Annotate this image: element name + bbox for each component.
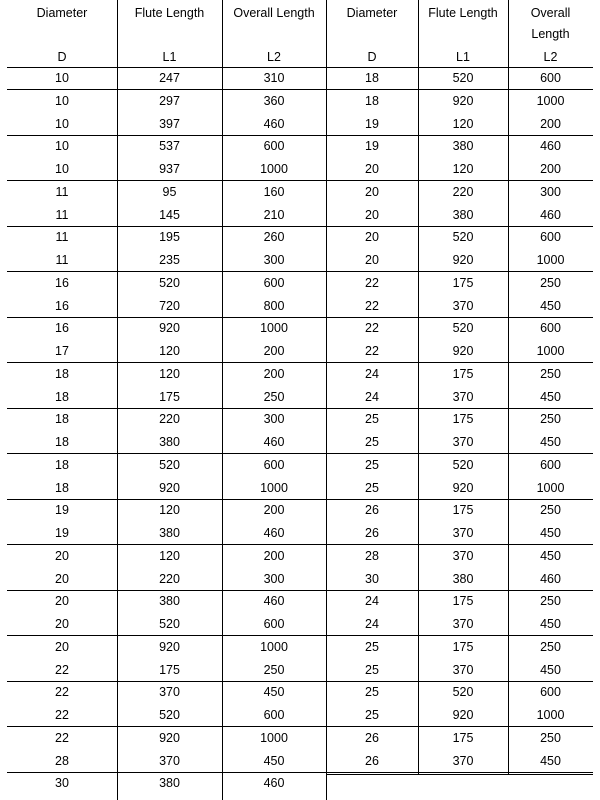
left-overall-length-cell: 250 [263,662,285,677]
right-diameter-cell: 25 [365,480,379,495]
left-flute-length-cell: 537 [159,139,180,154]
left-flute-length-cell: 380 [159,526,180,540]
left-flute-length-cell: 370 [159,685,180,700]
left-diameter-cell: 10 [55,139,69,154]
left-diameter-cell: 16 [55,321,69,336]
left-diameter-cell: 20 [55,617,69,631]
left-diameter-cell: 18 [55,366,69,381]
right-header-symbol-l2: L2 [543,50,558,64]
left-diameter-cell: 16 [55,275,69,290]
left-diameter-cell: 20 [55,594,69,609]
right-overall-length-cell: 1000 [536,253,565,267]
right-diameter-cell: 25 [365,412,379,427]
right-header-length: Length [531,27,570,41]
left-diameter-cell: 18 [55,457,69,472]
right-overall-length-cell: 460 [540,139,561,154]
right-flute-length-cell: 370 [452,753,474,768]
right-header-overall: Overall [530,6,571,20]
right-overall-length-cell: 600 [540,230,561,245]
left-flute-length-cell: 520 [159,275,180,290]
right-flute-length-cell: 175 [452,275,474,290]
left-diameter-cell: 11 [55,207,69,222]
right-diameter-cell: 22 [365,321,379,336]
left-overall-length-cell: 300 [263,571,285,586]
left-diameter-cell: 20 [55,639,69,654]
right-diameter-cell: 22 [365,298,379,313]
left-diameter-cell: 11 [55,230,69,245]
right-overall-length-cell: 450 [540,617,561,631]
right-diameter-cell: 25 [365,435,379,449]
right-diameter-cell: 26 [365,753,379,768]
left-flute-length-cell: 520 [159,617,180,631]
left-flute-length-cell: 175 [159,662,180,677]
right-overall-length-cell: 250 [540,594,561,609]
right-diameter-cell: 26 [365,526,379,540]
right-flute-length-cell: 370 [452,389,474,404]
right-diameter-cell: 22 [365,344,379,358]
right-flute-length-cell: 175 [452,412,474,427]
right-diameter-cell: 18 [365,93,379,108]
left-header-symbol-d: D [57,50,67,64]
right-flute-length-cell: 370 [452,548,474,563]
left-overall-length-cell: 460 [263,526,285,540]
left-flute-length-cell: 220 [159,571,180,586]
right-overall-length-cell: 300 [540,184,561,199]
right-flute-length-cell: 920 [452,480,474,495]
right-flute-length-cell: 920 [452,708,474,722]
left-diameter-cell: 19 [55,526,69,540]
left-diameter-cell: 10 [55,162,69,176]
right-overall-length-cell: 1000 [536,480,565,495]
right-flute-length-cell: 520 [452,230,474,245]
left-overall-length-cell: 300 [263,412,285,427]
right-overall-length-cell: 200 [540,162,561,176]
left-flute-length-cell: 920 [159,730,180,745]
right-header-symbol-l1: L1 [456,50,470,64]
left-flute-length-cell: 720 [159,298,180,313]
right-flute-length-cell: 120 [452,116,474,131]
right-flute-length-cell: 920 [452,253,474,267]
right-flute-length-cell: 175 [452,503,474,518]
left-diameter-cell: 16 [55,298,69,313]
left-flute-length-cell: 380 [159,435,180,449]
left-flute-length-cell: 235 [159,253,180,267]
right-diameter-cell: 19 [365,116,379,131]
left-diameter-cell: 22 [55,685,69,700]
left-overall-length-cell: 600 [263,457,285,472]
right-overall-length-cell: 250 [540,503,561,518]
right-diameter-cell: 18 [365,71,379,85]
right-overall-length-cell: 1000 [536,344,565,358]
left-diameter-cell: 20 [55,548,69,563]
left-flute-length-cell: 120 [159,344,180,358]
right-flute-length-cell: 380 [452,139,474,154]
left-flute-length-cell: 95 [162,184,177,199]
right-diameter-cell: 26 [365,503,379,518]
right-diameter-cell: 24 [365,366,379,381]
right-overall-length-cell: 250 [540,275,561,290]
left-overall-length-cell: 200 [263,344,285,358]
left-diameter-cell: 18 [55,435,69,449]
left-flute-length-cell: 145 [159,207,180,222]
right-overall-length-cell: 450 [540,753,561,768]
left-flute-length-cell: 120 [159,548,180,563]
right-overall-length-cell: 250 [540,730,561,745]
left-flute-length-cell: 520 [159,708,180,722]
left-header-flute-length: Flute Length [134,6,205,20]
right-diameter-cell: 28 [365,548,379,563]
left-overall-length-cell: 160 [263,184,285,199]
left-header-overall-length: Overall Length [233,6,315,20]
right-flute-length-cell: 520 [452,457,474,472]
left-flute-length-cell: 920 [159,321,180,336]
right-flute-length-cell: 370 [452,662,474,677]
right-diameter-cell: 22 [365,275,379,290]
right-overall-length-cell: 460 [540,571,561,586]
right-flute-length-cell: 370 [452,526,474,540]
left-overall-length-cell: 1000 [260,639,288,654]
left-diameter-cell: 22 [55,730,69,745]
right-diameter-cell: 20 [365,162,379,176]
left-flute-length-cell: 297 [159,93,180,108]
left-flute-length-cell: 397 [159,116,180,131]
left-overall-length-cell: 1000 [260,480,288,495]
right-diameter-cell: 30 [365,571,379,586]
left-diameter-cell: 10 [55,71,69,85]
left-diameter-cell: 18 [55,480,69,495]
right-flute-length-cell: 920 [452,93,474,108]
right-overall-length-cell: 450 [540,526,561,540]
right-flute-length-cell: 175 [452,730,474,745]
right-flute-length-cell: 370 [452,617,474,631]
left-diameter-cell: 18 [55,389,69,404]
right-flute-length-cell: 370 [452,298,474,313]
right-flute-length-cell: 120 [452,162,474,176]
left-flute-length-cell: 175 [159,389,180,404]
left-diameter-cell: 17 [55,344,69,358]
left-flute-length-cell: 380 [159,594,180,609]
right-overall-length-cell: 450 [540,662,561,677]
right-overall-length-cell: 450 [540,435,561,449]
left-overall-length-cell: 210 [263,207,285,222]
right-overall-length-cell: 450 [540,298,561,313]
left-diameter-cell: 19 [55,503,69,518]
left-flute-length-cell: 247 [159,71,180,85]
right-flute-length-cell: 175 [452,639,474,654]
left-flute-length-cell: 370 [159,753,180,768]
right-flute-length-cell: 175 [452,366,474,381]
right-overall-length-cell: 1000 [536,708,565,722]
right-overall-length-cell: 450 [540,548,561,563]
left-diameter-cell: 20 [55,571,69,586]
left-diameter-cell: 22 [55,662,69,677]
right-header-symbol-d: D [367,50,377,64]
left-diameter-cell: 11 [55,253,69,267]
right-flute-length-cell: 520 [452,321,474,336]
right-diameter-cell: 25 [365,457,379,472]
left-overall-length-cell: 600 [263,617,285,631]
left-overall-length-cell: 360 [263,93,285,108]
right-overall-length-cell: 1000 [536,93,565,108]
right-diameter-cell: 24 [365,617,379,631]
right-diameter-cell: 25 [365,708,379,722]
right-diameter-cell: 24 [365,389,379,404]
right-header-diameter: Diameter [346,6,398,20]
left-diameter-cell: 11 [55,184,69,199]
right-diameter-cell: 24 [365,594,379,609]
left-overall-length-cell: 600 [263,275,285,290]
left-flute-length-cell: 520 [159,457,180,472]
left-flute-length-cell: 120 [159,503,180,518]
left-header-diameter: Diameter [36,6,88,20]
right-flute-length-cell: 920 [452,344,474,358]
left-overall-length-cell: 460 [263,776,285,791]
right-flute-length-cell: 370 [452,435,474,449]
right-header-flute-length: Flute Length [428,6,498,20]
left-flute-length-cell: 920 [159,639,180,654]
left-overall-length-cell: 450 [263,685,285,700]
right-flute-length-cell: 380 [452,207,474,222]
left-flute-length-cell: 195 [159,230,180,245]
left-overall-length-cell: 250 [263,389,285,404]
left-flute-length-cell: 380 [159,776,180,791]
left-overall-length-cell: 310 [263,71,285,85]
right-overall-length-cell: 600 [540,685,561,700]
left-flute-length-cell: 120 [159,366,180,381]
left-overall-length-cell: 800 [263,298,285,313]
right-diameter-cell: 25 [365,662,379,677]
right-diameter-cell: 25 [365,685,379,700]
right-overall-length-cell: 200 [540,116,561,131]
left-header-symbol-l1: L1 [162,50,177,64]
left-diameter-cell: 10 [55,116,69,131]
left-overall-length-cell: 200 [263,503,285,518]
left-diameter-cell: 10 [55,93,69,108]
left-overall-length-cell: 460 [263,435,285,449]
row-divider [326,774,593,775]
left-overall-length-cell: 460 [263,116,285,131]
left-diameter-cell: 28 [55,753,69,768]
left-overall-length-cell: 600 [263,139,285,154]
left-flute-length-cell: 920 [159,480,180,495]
left-overall-length-cell: 200 [263,548,285,563]
right-overall-length-cell: 600 [540,71,561,85]
left-header-symbol-l2: L2 [267,50,281,64]
right-flute-length-cell: 220 [452,184,474,199]
right-overall-length-cell: 250 [540,366,561,381]
right-flute-length-cell: 380 [452,571,474,586]
left-diameter-cell: 18 [55,412,69,427]
left-overall-length-cell: 300 [263,253,285,267]
left-flute-length-cell: 220 [159,412,180,427]
row-divider [326,772,593,773]
left-overall-length-cell: 1000 [260,321,288,336]
right-diameter-cell: 20 [365,207,379,222]
left-overall-length-cell: 450 [263,753,285,768]
left-diameter-cell: 22 [55,708,69,722]
right-flute-length-cell: 520 [452,685,474,700]
right-diameter-cell: 19 [365,139,379,154]
right-flute-length-cell: 175 [452,594,474,609]
left-overall-length-cell: 1000 [260,730,288,745]
right-flute-length-cell: 520 [452,71,474,85]
right-diameter-cell: 20 [365,230,379,245]
left-overall-length-cell: 1000 [260,162,288,176]
right-diameter-cell: 20 [365,253,379,267]
right-overall-length-cell: 250 [540,412,561,427]
right-overall-length-cell: 250 [540,639,561,654]
left-overall-length-cell: 600 [263,708,285,722]
right-diameter-cell: 26 [365,730,379,745]
right-diameter-cell: 20 [365,184,379,199]
left-overall-length-cell: 460 [263,594,285,609]
right-overall-length-cell: 450 [540,389,561,404]
left-diameter-cell: 30 [55,776,69,791]
left-overall-length-cell: 260 [263,230,285,245]
left-flute-length-cell: 937 [159,162,180,176]
right-diameter-cell: 25 [365,639,379,654]
right-overall-length-cell: 600 [540,457,561,472]
left-overall-length-cell: 200 [263,366,285,381]
right-overall-length-cell: 600 [540,321,561,336]
right-overall-length-cell: 460 [540,207,561,222]
